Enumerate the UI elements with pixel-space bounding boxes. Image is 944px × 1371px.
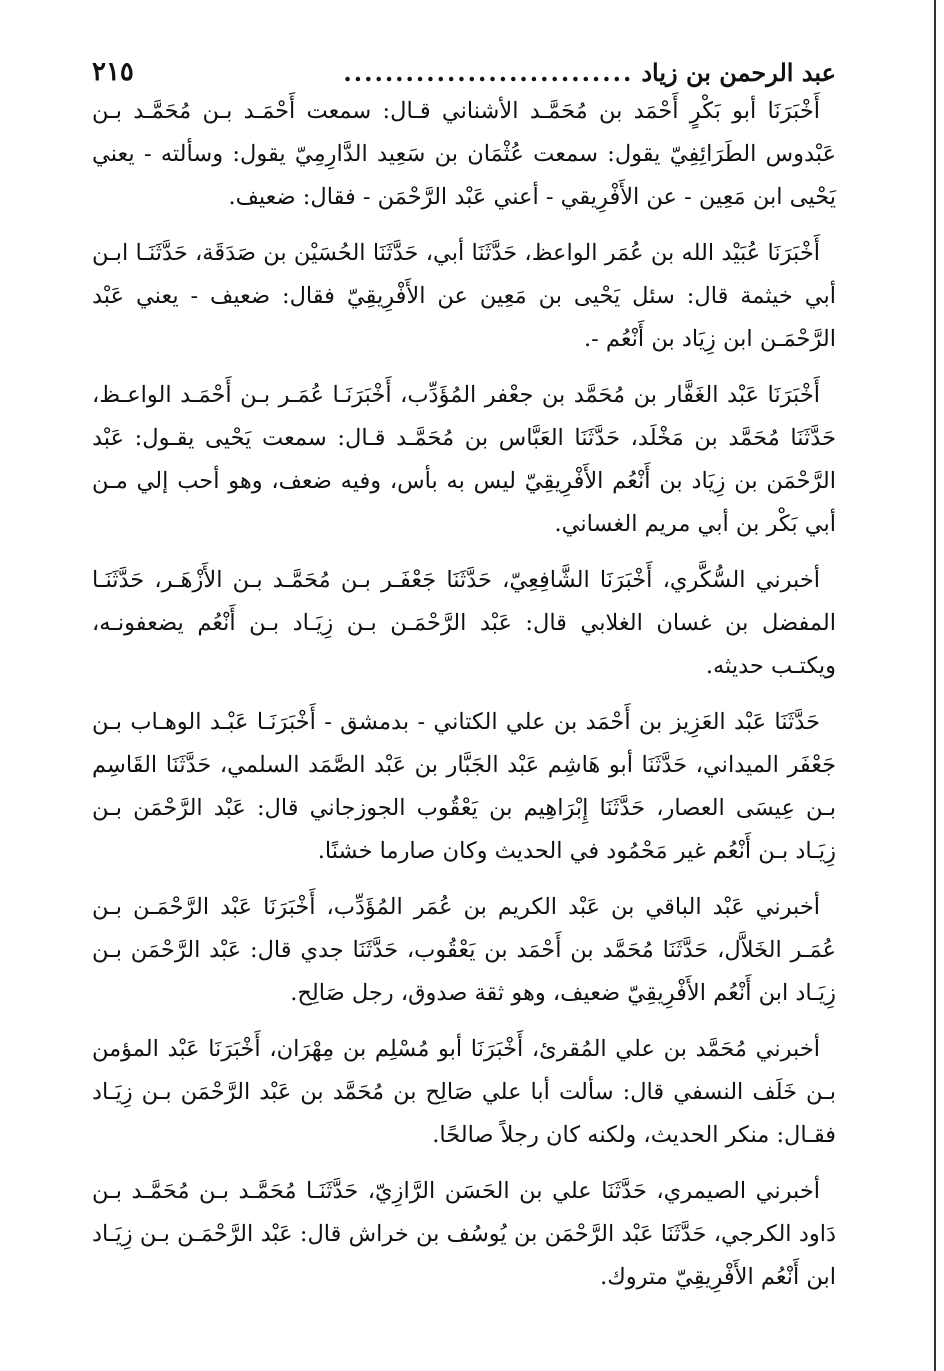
paragraph: أَخْبَرَنَا أبو بَكْرٍ أَحْمَد بن مُحَمَّـد الأشناني قـال: سمعت أَحْمَـد بـن مُحَمَّـد بـن عَبْدوس الطَرَائِفِيّ يقول: سمعت عُثْمَان بن سَعِيد الدَّارِمِيّ يقول: وسألته - يعني يَحْيى ابن مَعِين - عن الأَفْرِيقي - أعني عَبْد الرَّحْمَن - فقال: ضعيف. bbox=[92, 98, 836, 210]
page-number: ٢١٥ bbox=[92, 57, 134, 87]
paragraph: أخبرني الصيمري، حَدَّثَنَا علي بن الحَسَن الرَّازِيّ، حَدَّثَنَـا مُحَمَّـد بـن مُحَمَّـد بـن دَاود الكرجي، حَدَّثَنَا عَبْد الرَّحْمَن بن يُوسُف بن خراش قال: عَبْد الرَّحْمَـن بـن زِيَـاد ابن أَنْعُم الأَفْرِيقِيّ متروك. bbox=[92, 1178, 836, 1290]
paragraph: أَخْبَرَنَا عَبْد الغَفَّار بن مُحَمَّد بن جعْفر المُؤَدِّب، أَخْبَرَنَـا عُمَـر بـن أَحْمَـد الواعـظ، حَدَّثَنَا مُحَمَّد بن مَخْلَد، حَدَّثَنَا العَبَّاس بن مُحَمَّـد قـال: سمعت يَحْيى يقـول: عَبْد الرَّحْمَن بن زِيَاد بن أَنْعُم الأَفْرِيقِيّ ليس به بأس، وفيه ضعف، وهو أحب إلي مـن أبي بَكْر بن أبي مريم الغساني. bbox=[92, 382, 836, 537]
paragraph: أخبرني مُحَمَّد بن علي المُقرئ، أَخْبَرَنَا أبو مُسْلِم بن مِهْرَان، أَخْبَرَنَا عَبْد المؤمن بـن خَلَف النسفي قال: سألت أبا علي صَالِح بن مُحَمَّد بن عَبْد الرَّحْمَن بـن زِيَـاد فقـال: منكر الحديث، ولكنه كان رجلاً صالحًا. bbox=[92, 1036, 836, 1148]
paragraph: أخبرني عَبْد الباقي بن عَبْد الكريم بن عُمَر المُؤَدِّب، أَخْبَرَنَا عَبْد الرَّحْمَـن بـن عُمَـر الخَلاَّل، حَدَّثَنَا مُحَمَّد بن أَحْمَد بن يَعْقُوب، حَدَّثَنَا جدي قال: عَبْد الرَّحْمَن بـن زِيَـاد ابن أَنْعُم الأَفْرِيقِيّ ضعيف، وهو ثقة صدوق، رجل صَالِح. bbox=[92, 894, 836, 1006]
page-edge-line bbox=[934, 0, 936, 1371]
header-dot-leader: ............................ bbox=[343, 57, 634, 87]
paragraph: حَدَّثَنَا عَبْد العَزِيز بن أَحْمَد بن علي الكتاني - بدمشق - أَخْبَرَنَـا عَبْـد الوهـاب بـن جَعْفَر الميداني، حَدَّثَنَا أبو هَاشِم عَبْد الجَبَّار بن عَبْد الصَّمَد السلمي، حَدَّثَنَا القَاسِم بـن عِيسَى العصار، حَدَّثَنَا إِبْرَاهِيم بن يَعْقُوب الجوزجاني قال: عَبْد الرَّحْمَن بـن زِيَـاد بـن أَنْعُم غير مَحْمُود في الحديث وكان صارما خشنًا. bbox=[92, 709, 836, 864]
running-title: عبد الرحمن بن زياد bbox=[641, 57, 836, 87]
body-text bbox=[92, 90, 836, 1312]
paragraph: أَخْبَرَنَا عُبَيْد الله بن عُمَر الواعظ، حَدَّثَنَا أبي، حَدَّثَنَا الحُسَيْن بن صَدَقَة، حَدَّثَنَـا ابـن أبي خيثمة قال: سئل يَحْيى بن مَعِين عن الأَفْرِيقِيّ فقال: ضعيف - يعني عَبْد الرَّحْمَـن ابن زِيَاد بن أَنْعُم -. bbox=[92, 240, 836, 352]
paragraph: أخبرني السُّكَّري، أَخْبَرَنَا الشَّافِعِيّ، حَدَّثَنَا جَعْفَـر بـن مُحَمَّـد بـن الأَزْهَـر، حَدَّثَنَـا المفضل بن غسان الغلابي قال: عَبْد الرَّحْمَـن بـن زِيَـاد بـن أَنْعُم يضعفونـه، ويكتـب حديثه. bbox=[92, 567, 836, 679]
page-header bbox=[92, 52, 836, 92]
